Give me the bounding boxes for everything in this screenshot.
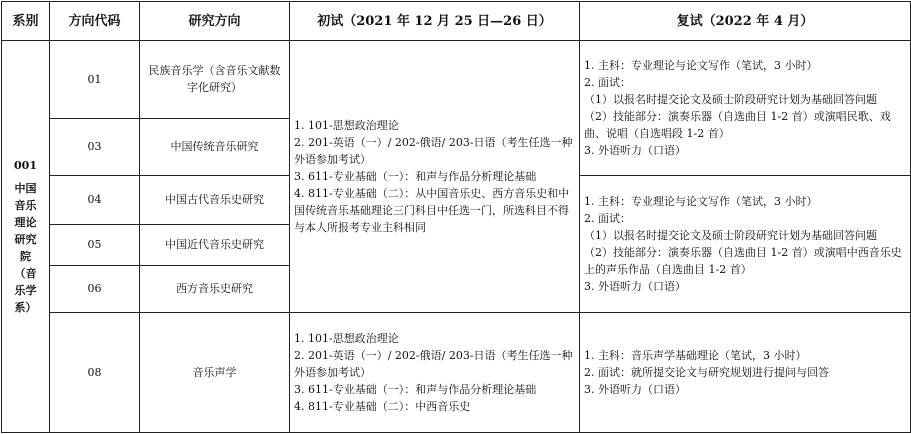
retest-a-item: 1. 主科：专业理论与论文写作（笔试，3 小时） xyxy=(584,58,818,72)
header-dept: 系别 xyxy=(2,2,50,41)
header-row xyxy=(2,2,911,41)
prelim-b-item: 3. 611-专业基础（一）：和声与作品分析理论基础 xyxy=(294,382,537,396)
retest-exams-c xyxy=(580,312,911,432)
dept-name: 中国音乐理论研究院（音乐学系） xyxy=(14,182,37,314)
prelim-exams-b xyxy=(290,312,580,432)
direction-name: 西方音乐史研究 xyxy=(140,265,290,312)
retest-c-item: 1. 主科：音乐声学基础理论（笔试，3 小时） xyxy=(584,348,807,362)
dept-code: 001 xyxy=(14,159,37,172)
table-row xyxy=(2,41,911,119)
direction-code: 04 xyxy=(50,175,140,224)
direction-name: 音乐声学 xyxy=(140,312,290,432)
exam-schedule-table xyxy=(1,1,911,433)
retest-a-item: （2）技能部分：演奏乐器（自选曲目 1-2 首）或演唱民歌、戏曲、说唱（自选唱段 1-2 首） xyxy=(584,109,891,140)
prelim-exams-a xyxy=(290,41,580,313)
direction-code: 08 xyxy=(50,312,140,432)
direction-code: 06 xyxy=(50,265,140,312)
retest-exams-a xyxy=(580,41,911,176)
retest-c-item: 2. 面试：就所提交论文与研究规划进行提问与回答 xyxy=(584,365,829,379)
header-retest: 复试（2022 年 4 月） xyxy=(580,2,911,41)
retest-a-item: （1）以报名时提交论文及硕士阶段研究计划为基础回答问题 xyxy=(584,92,877,106)
dept-cell xyxy=(2,41,50,433)
retest-b-item: 3. 外语听力（口语） xyxy=(584,279,686,293)
header-prelim: 初试（2021 年 12 月 25 日—26 日） xyxy=(290,2,580,41)
direction-code: 01 xyxy=(50,41,140,119)
prelim-b-item: 1. 101-思想政治理论 xyxy=(294,331,399,345)
prelim-a-item: 3. 611-专业基础（一）：和声与作品分析理论基础 xyxy=(294,169,537,183)
retest-c-item: 3. 外语听力（口语） xyxy=(584,382,686,396)
direction-name: 中国古代音乐史研究 xyxy=(140,175,290,224)
header-code: 方向代码 xyxy=(50,2,140,41)
header-direction: 研究方向 xyxy=(140,2,290,41)
retest-b-item: 2. 面试： xyxy=(584,211,631,225)
retest-b-item: 1. 主科：专业理论与论文写作（笔试，3 小时） xyxy=(584,194,818,208)
direction-name: 中国传统音乐研究 xyxy=(140,118,290,175)
table-row xyxy=(2,312,911,432)
prelim-a-item: 2. 201-英语（一）/ 202-俄语/ 203-日语（考生任选一种外语参加考试） xyxy=(294,135,573,166)
direction-name: 中国近代音乐史研究 xyxy=(140,224,290,265)
retest-b-item: （1）以报名时提交论文及硕士阶段研究计划为基础回答问题 xyxy=(584,228,877,242)
retest-a-item: 2. 面试： xyxy=(584,75,631,89)
prelim-a-item: 4. 811-专业基础（二）：从中国音乐史、西方音乐史和中国传统音乐基础理论三门科目中任选一门，所选科目不得与本人所报考专业主科相同 xyxy=(294,186,570,234)
prelim-b-item: 4. 811-专业基础（二）：中西音乐史 xyxy=(294,399,471,413)
retest-exams-b xyxy=(580,175,911,312)
direction-code: 03 xyxy=(50,118,140,175)
retest-b-item: （2）技能部分：演奏乐器（自选曲目 1-2 首）或演唱中西音乐史上的声乐作品（自选曲目 1-2 首） xyxy=(584,245,902,276)
direction-code: 05 xyxy=(50,224,140,265)
retest-a-item: 3. 外语听力（口语） xyxy=(584,143,686,157)
prelim-a-item: 1. 101-思想政治理论 xyxy=(294,118,399,132)
prelim-b-item: 2. 201-英语（一）/ 202-俄语/ 203-日语（考生任选一种外语参加考试） xyxy=(294,348,573,379)
direction-name: 民族音乐学（含音乐文献数字化研究） xyxy=(140,41,290,119)
